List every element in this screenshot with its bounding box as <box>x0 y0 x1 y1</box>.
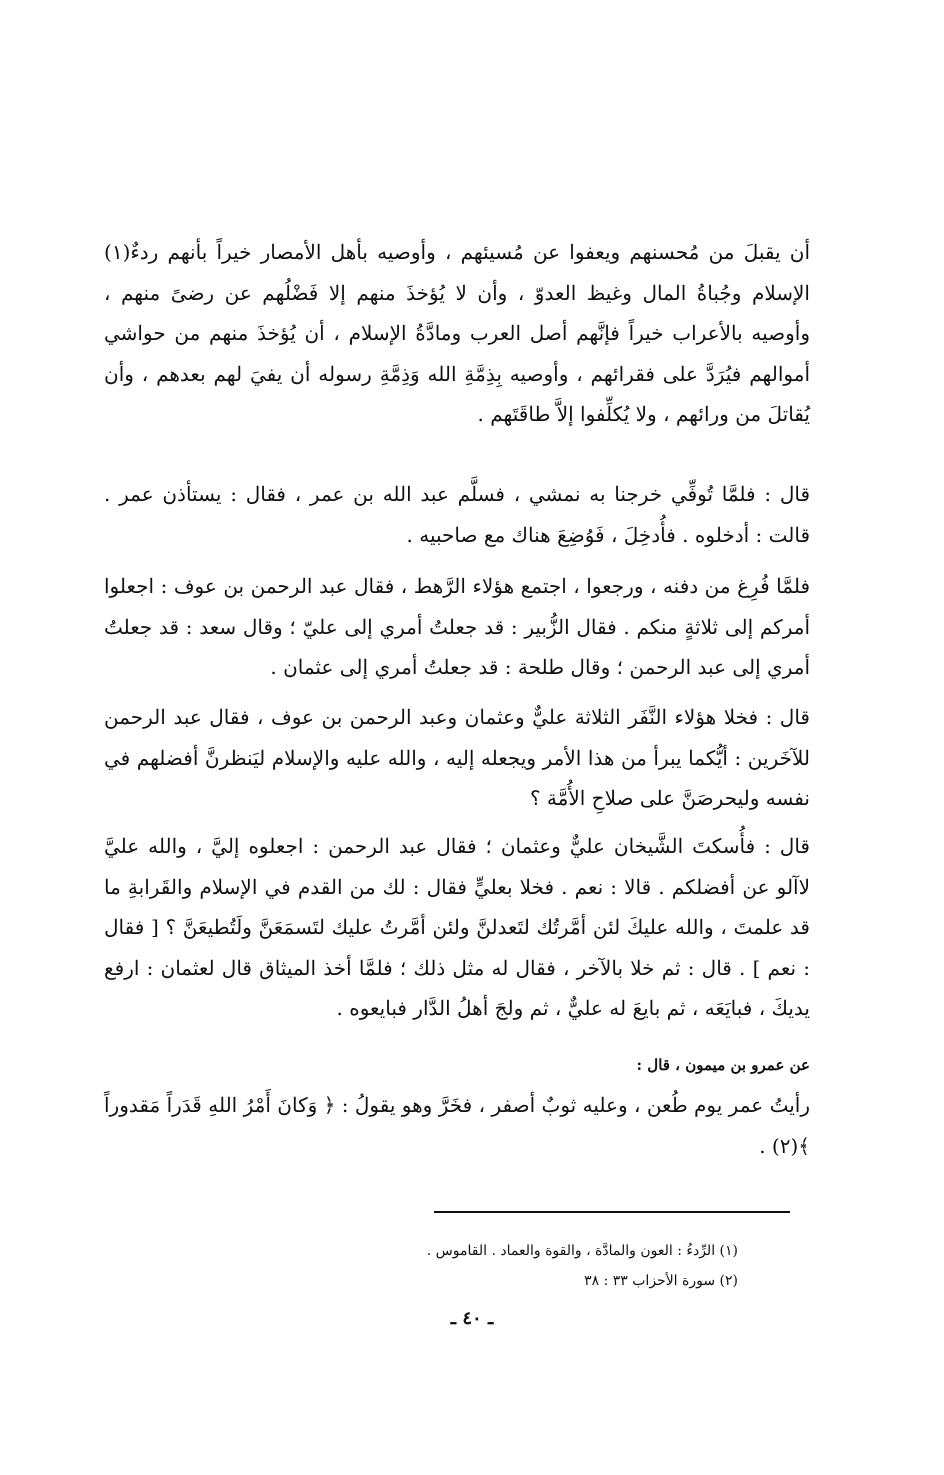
paragraph-4: قال : فخلا هؤلاء النَّفَر الثلاثة عليٌّ وعثمان وعبد الرحمن بن عوف ، فقال عبد الرحمن للآخَرين : أيُّكما يبرأ من هذا الأمر ويجعله إليه ، والله عليه والإسلام ليَنظرنَّ أفضلهم في نفسه وليحرصَنَّ على صلاحِ الأُمَّة ؟ <box>104 705 810 810</box>
footnote-divider <box>434 1211 790 1213</box>
footnote-2: (٢) سورة الأحزاب ٣٣ : ٣٨ <box>584 1273 738 1289</box>
paragraph-2: قال : فلمَّا تُوفِّي خرجنا به نمشي ، فسلَّم عبد الله بن عمر ، فقال : يستأذن عمر . قالت : أدخلوه . فأُدخِلَ ، فَوُضِعَ هناك مع صاحبيه . <box>104 482 810 547</box>
paragraph-5: قال : فأُسكتَ الشَّيخان عليٌّ وعثمان ؛ فقال عبد الرحمن : اجعلوه إليَّ ، والله عليَّ لاآلو عن أفضلكم . قالا : نعم . فخلا بعليٍّ فقال : لك من القدم في الإسلام والقَرابةِ ما قد علمتَ ، والله عليكَ لئن أمَّرتُك لتَعدلنَّ ولئن أمَّرتُ عليك لتَسمَعَنَّ ولَتُطيعَنَّ ؟ [ فقال : نعم ] . قال : ثم خلا بالآخر ، فقال له مثل ذلك ؛ فلمَّا أخذ الميثاق قال لعثمان : ارفع يديكَ ، فبايَعَه ، ثم بايعَ له عليٌّ ، ثم ولجَ أهلُ الدَّار فبايعوه . <box>104 834 810 1020</box>
footnote-1: (١) الرِّدءُ : العون والمادَّة ، والقوة والعماد . القاموس . <box>426 1243 738 1259</box>
paragraph-3: فلمَّا فُرِغ من دفنه ، ورجعوا ، اجتمع هؤلاء الرَّهط ، فقال عبد الرحمن بن عوف : اجعلوا أمركم إلى ثلاثةٍ منكم . فقال الزُّبير : قد جعلتُ أمري إلى عليّ ؛ وقال سعد : قد جعلتُ أمري إلى عبد الرحمن ؛ وقال طلحة : قد جعلتُ أمري إلى عثمان . <box>104 574 810 679</box>
paragraph-1: أن يقبلَ من مُحسنهم ويعفوا عن مُسيئهم ، وأوصيه بأهل الأمصار خيراً بأنهم ردءٌ(١) الإسلام وجُباةُ المال وغيظ العدوّ ، وأن لا يُؤخذَ منهم إلا فَضْلُهم عن رضىً منهم ، وأوصيه بالأعراب خيراً فإنَّهم أصل العرب ومادَّةُ الإسلام ، أن يُؤخذَ منهم من حواشي أموالهم فيُرَدَّ على فقرائهم ، وأوصيه بِذِمَّةِ الله وَذِمَّةِ رسوله أن يفيَ لهم بعدهم ، وأن يُقاتلَ من ورائهم ، ولا يُكلِّفوا إلاَّ طاقَتَهم . <box>104 240 810 426</box>
narration-heading: عن عمرو بن ميمون ، قال : <box>636 1056 810 1074</box>
page-number: ـ ٤٠ ـ <box>450 1308 494 1329</box>
paragraph-6: رأيتُ عمر يوم طُعن ، وعليه ثوبٌ أصفر ، فخَرَّ وهو يقولُ : ﴿ وَكانَ أَمْرُ اللهِ قَدَراً مَقدوراً ﴾(٢) . <box>104 1093 810 1158</box>
